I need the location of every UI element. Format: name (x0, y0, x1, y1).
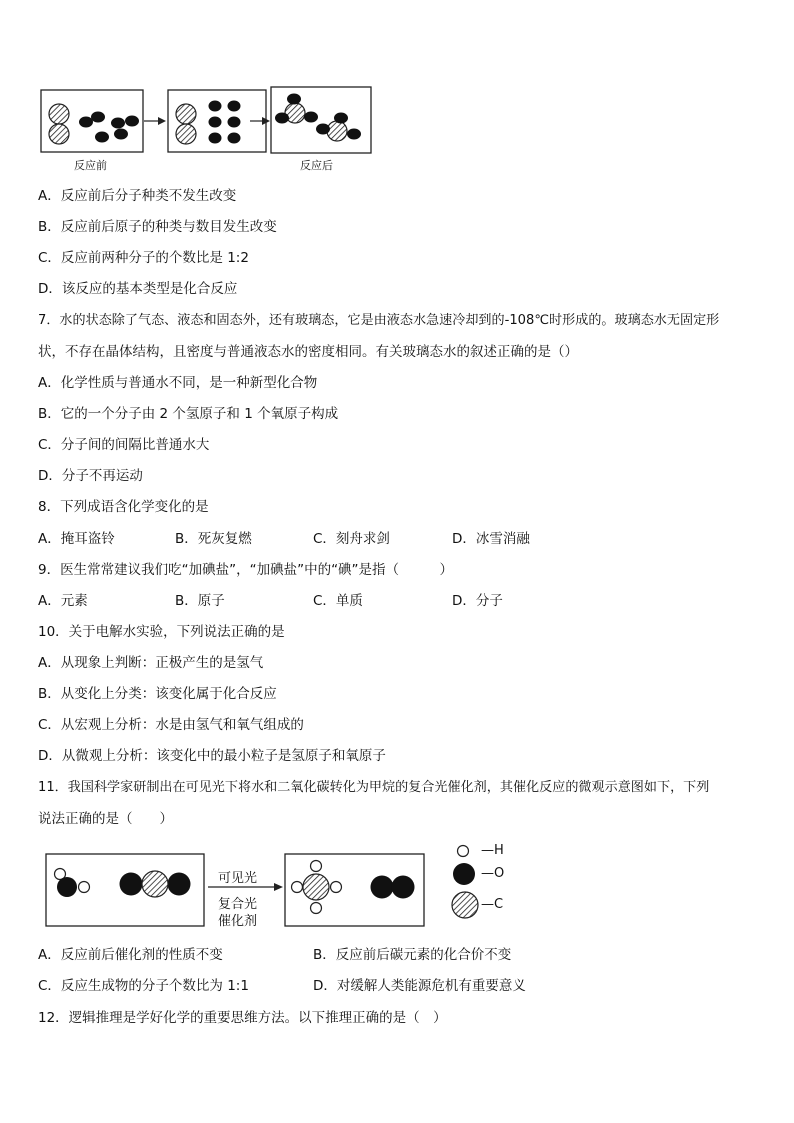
h-atom (292, 882, 303, 893)
q6-option-d: D．该反应的基本类型是化合反应 (38, 281, 238, 297)
black-atom (209, 117, 222, 128)
o-atom (371, 876, 394, 899)
q8-option-d: D．冰雪消融 (452, 531, 530, 547)
q9-option-a: A．元素 (38, 593, 88, 609)
arrow-icon (274, 883, 283, 891)
legend-o-label: —O (481, 866, 505, 881)
q7-option-b: B．它的一个分子由 2 个氢原子和 1 个氧原子构成 (38, 406, 339, 422)
q7-stem-line2: 状，不存在晶体结构，且密度与普通液态水的密度相同。有关玻璃态水的叙述正确的是（） (38, 344, 578, 360)
q11-options-row2 (38, 977, 778, 995)
black-atom (304, 112, 318, 123)
o-atom (120, 873, 143, 896)
legend-h-label: —H (481, 843, 504, 858)
hatched-atom (49, 104, 69, 124)
black-atom (209, 133, 222, 144)
arrow-icon (158, 117, 166, 125)
q11-option-a: A．反应前后催化剂的性质不变 (38, 947, 223, 963)
arrow-label-bottom-1: 复合光 (218, 897, 258, 912)
hatched-atom (176, 124, 196, 144)
black-atom (228, 133, 241, 144)
black-atom (125, 116, 139, 127)
legend-o-icon (453, 863, 475, 885)
q10-option-a: A．从现象上判断：正极产生的是氢气 (38, 655, 264, 671)
arrow-label-top: 可见光 (218, 871, 258, 886)
q8-options (38, 530, 778, 548)
q7-option-a: A．化学性质与普通水不同，是一种新型化合物 (38, 375, 318, 391)
legend-c-label: —C (481, 897, 504, 912)
black-atom (287, 94, 301, 105)
q12-stem: 12．逻辑推理是学好化学的重要思维方法。以下推理正确的是（ ） (38, 1010, 447, 1026)
black-atom (95, 132, 109, 143)
q9-option-d: D．分子 (452, 593, 503, 609)
q8-option-b: B．死灰复燃 (175, 531, 252, 547)
reaction-diagram-1 (41, 87, 371, 153)
black-atom (334, 113, 348, 124)
q11-stem-line1: 11．我国科学家研制出在可见光下将水和二氧化碳转化为甲烷的复合光催化剂，其催化反应的微观示意图如下，下列 (38, 780, 710, 795)
c-atom (142, 871, 168, 897)
legend-h-icon (458, 846, 469, 857)
h-atom (331, 882, 342, 893)
q6-option-c: C．反应前两种分子的个数比是 1:2 (38, 250, 249, 266)
black-atom (228, 101, 241, 112)
black-atom (114, 129, 128, 140)
o-atom (168, 873, 191, 896)
q11-option-b: B．反应前后碳元素的化合价不变 (313, 947, 512, 963)
o-atom (392, 876, 415, 899)
q10-option-b: B．从变化上分类：该变化属于化合反应 (38, 686, 277, 702)
q11-options-row1 (38, 946, 778, 964)
hatched-atom (176, 104, 196, 124)
caption-before: 反应前 (74, 159, 107, 172)
q11-option-d: D．对缓解人类能源危机有重要意义 (313, 978, 526, 994)
q7-stem-line1: 7．水的状态除了气态、液态和固态外，还有玻璃态，它是由液态水急速冷却到的-108℃时形成的。玻璃态水无固定形 (38, 313, 720, 328)
q9-option-c: C．单质 (313, 593, 363, 609)
legend-c-icon (452, 892, 478, 918)
q7-option-c: C．分子间的间隔比普通水大 (38, 437, 210, 453)
q9-option-b: B．原子 (175, 593, 225, 609)
q8-option-a: A．掩耳盗铃 (38, 531, 115, 547)
q9-stem: 9．医生常常建议我们吃“加碘盐”，“加碘盐”中的“碘”是指（ ） (38, 562, 454, 578)
q6-option-a: A．反应前后分子种类不发生改变 (38, 188, 237, 204)
reaction-diagram-2 (46, 846, 478, 927)
q11-stem-line2: 说法正确的是（ ） (38, 811, 173, 827)
arrow-label-bottom-2: 催化剂 (218, 914, 258, 929)
q8-option-c: C．刻舟求剑 (313, 531, 390, 547)
q10-stem: 10．关于电解水实验，下列说法正确的是 (38, 624, 285, 640)
caption-after: 反应后 (300, 159, 333, 172)
q10-option-c: C．从宏观上分析：水是由氢气和氧气组成的 (38, 717, 304, 733)
black-atom (209, 101, 222, 112)
black-atom (91, 112, 105, 123)
q8-stem: 8．下列成语含化学变化的是 (38, 499, 209, 515)
q9-options (38, 592, 778, 610)
o-atom (57, 877, 77, 897)
hatched-atom (327, 121, 347, 141)
h-atom (311, 903, 322, 914)
black-atom (111, 118, 125, 129)
black-atom (228, 117, 241, 128)
black-atom (316, 124, 330, 135)
black-atom (347, 129, 361, 140)
q7-option-d: D．分子不再运动 (38, 468, 143, 484)
q11-option-c: C．反应生成物的分子个数比为 1:1 (38, 978, 249, 994)
black-atom (79, 117, 93, 128)
black-atom (275, 113, 289, 124)
q10-option-d: D．从微观上分析：该变化中的最小粒子是氢原子和氧原子 (38, 748, 386, 764)
hatched-atom (49, 124, 69, 144)
c-atom (303, 874, 329, 900)
h-atom (311, 861, 322, 872)
q6-option-b: B．反应前后原子的种类与数目发生改变 (38, 219, 277, 235)
h-atom (79, 882, 90, 893)
